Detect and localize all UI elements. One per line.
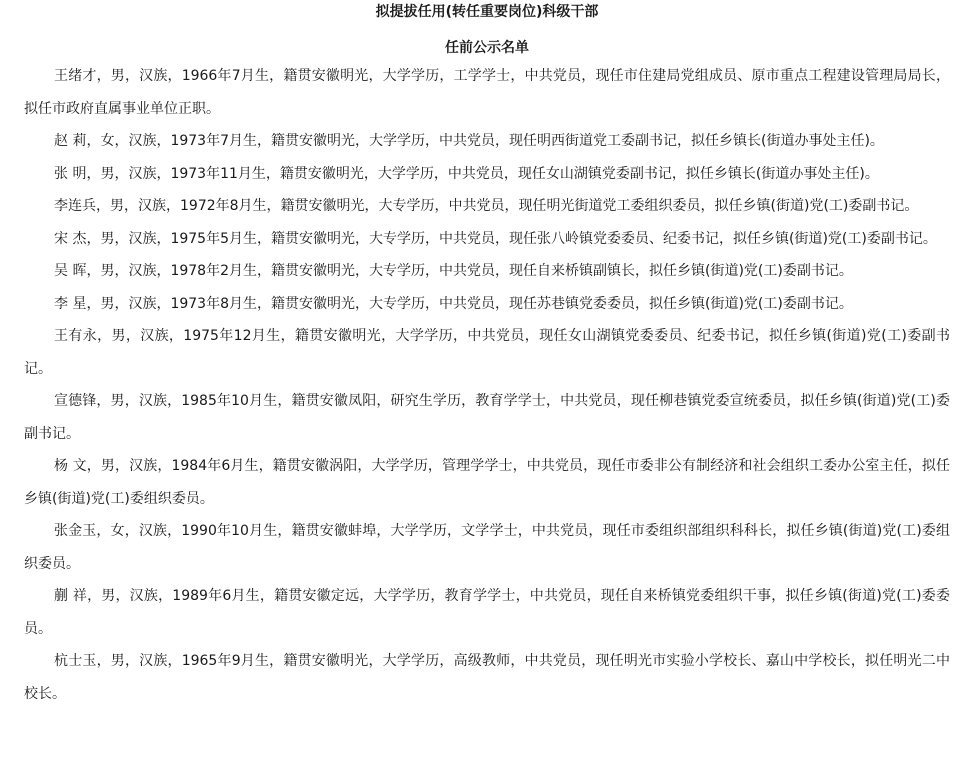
candidate-entry: 杨 文，男，汉族，1984年6月生，籍贯安徽涡阳，大学学历，管理学学士，中共党员，现任市委非公有制经济和社会组织工委办公室主任，拟任乡镇(街道)党(工)委组织委员。 [24, 458, 950, 507]
candidate-entry: 王绪才，男，汉族，1966年7月生，籍贯安徽明光，大学学历，工学学士，中共党员，现任市住建局党组成员、原市重点工程建设管理局局长，拟任市政府直属事业单位正职。 [24, 68, 950, 117]
candidate-entry: 宣德锋，男，汉族，1985年10月生，籍贯安徽凤阳，研究生学历，教育学学士，中共党员，现任柳巷镇党委宣统委员，拟任乡镇(街道)党(工)委副书记。 [24, 393, 950, 442]
candidate-entry: 赵 莉，女，汉族，1973年7月生，籍贯安徽明光，大学学历，中共党员，现任明西街道党工委副书记，拟任乡镇长(街道办事处主任)。 [54, 133, 884, 149]
candidate-entry: 张金玉，女，汉族，1990年10月生，籍贯安徽蚌埠，大学学历，文学学士，中共党员，现任市委组织部组织科科长，拟任乡镇(街道)党(工)委组织委员。 [24, 523, 950, 572]
candidate-entry: 宋 杰，男，汉族，1975年5月生，籍贯安徽明光，大专学历，中共党员，现任张八岭镇党委委员、纪委书记，拟任乡镇(街道)党(工)委副书记。 [54, 230, 937, 247]
candidate-list [24, 60, 950, 710]
document-title: 拟提拔任用(转任重要岗位)科级干部 [375, 4, 599, 20]
candidate-entry: 王有永，男，汉族，1975年12月生，籍贯安徽明光，大学学历，中共党员，现任女山湖镇党委委员、纪委书记，拟任乡镇(街道)党(工)委副书记。 [24, 328, 950, 377]
candidate-entry: 吴 晖，男，汉族，1978年2月生，籍贯安徽明光，大专学历，中共党员，现任自来桥镇副镇长，拟任乡镇(街道)党(工)委副书记。 [54, 263, 853, 279]
candidate-entry: 李 星，男，汉族，1973年8月生，籍贯安徽明光，大专学历，中共党员，现任苏巷镇党委委员，拟任乡镇(街道)党(工)委副书记。 [54, 295, 853, 312]
document-subtitle: 任前公示名单 [445, 40, 529, 56]
candidate-entry: 杭士玉，男，汉族，1965年9月生，籍贯安徽明光，大学学历，高级教师，中共党员，现任明光市实验小学校长、嘉山中学校长，拟任明光二中校长。 [24, 653, 950, 702]
candidate-entry: 张 明，男，汉族，1973年11月生，籍贯安徽明光，大学学历，中共党员，现任女山湖镇党委副书记，拟任乡镇长(街道办事处主任)。 [54, 165, 879, 182]
candidate-entry: 蒯 祥，男，汉族，1989年6月生，籍贯安徽定远，大学学历，教育学学士，中共党员，现任自来桥镇党委组织干事，拟任乡镇(街道)党(工)委委员。 [24, 588, 950, 637]
candidate-entry: 李连兵，男，汉族，1972年8月生，籍贯安徽明光，大专学历，中共党员，现任明光街道党工委组织委员，拟任乡镇(街道)党(工)委副书记。 [54, 198, 919, 214]
